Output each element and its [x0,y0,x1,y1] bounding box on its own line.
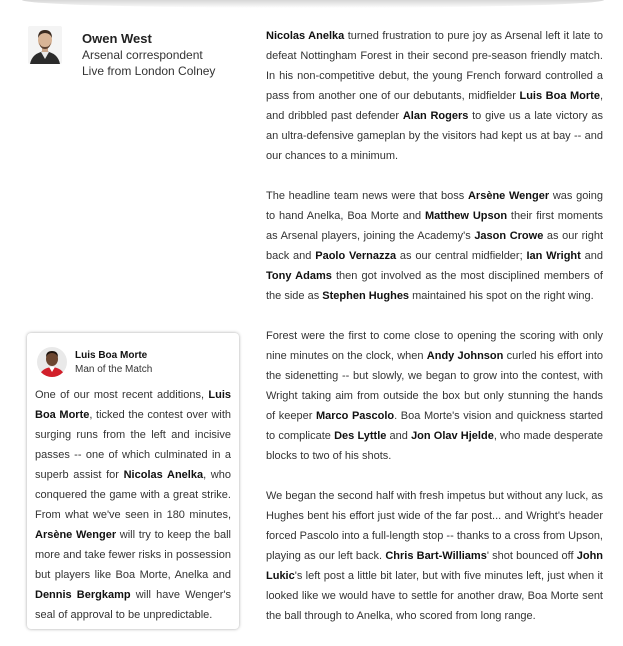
motm-label: Man of the Match [75,364,153,375]
man-of-the-match-card [27,333,239,629]
text-run: , who made desperate blocks to two of his shots. [266,430,603,462]
bold-name: Marco Pascolo [315,410,395,422]
bold-name: Alan Rogers [402,110,469,122]
text-run: , and dribbled past defender [266,90,603,122]
bold-name: Andy Johnson [426,350,504,362]
article-body [266,26,603,646]
bold-name: Tony Adams [266,270,332,282]
text-run: turned frustration to pure joy as Arsenal left it late to defeat Nottingham Forest in their second pre-season friendly match. In his non-competitive debut, the young French forward controlled a pass from another one of our debutants, midfielder [266,30,603,102]
text-run: 's left post a little bit later, but with five minutes left, just when it looked like we would have to settle for another draw, Boa Morte sent the ball through to Anelka, who scored from long range. [266,570,603,622]
author-name: Owen West [82,31,152,46]
motm-avatar [37,347,67,377]
bold-name: Jason Crowe [474,230,544,242]
article-paragraph [266,26,603,166]
text-run: will have Wenger's seal of approval to be unpredictable. [35,589,231,621]
text-run: The headline team news were that boss [266,190,468,202]
text-run: and [386,430,412,442]
text-run: as our central midfielder; [396,250,527,262]
text-run: maintained his spot on the right wing. [409,290,594,302]
text-run: as our right back and [266,230,603,262]
text-run: We began the second half with fresh impetus but without any luck, as Hughes bent his effort just wide of the far post... and Wright's header forced Pascolo into a full-length stop -- thanks to a cross from Upson, playing as our left back. [266,490,603,562]
bold-name: Stephen Hughes [322,290,410,302]
bold-name: Nicolas Anelka [266,30,345,42]
bold-name: Luis Boa Morte [35,389,231,421]
text-run: , ticked the contest over with surging runs from the left and incisive passes -- one of which culminated in a superb assist for [35,409,231,481]
article-paragraph [266,186,603,306]
author-location: Live from London Colney [82,64,216,78]
author-role: Arsenal correspondent [82,48,203,62]
article-paragraph [266,486,603,626]
text-run: their first moments as Arsenal players, joining the Academy's [266,210,604,242]
text-run: One of our most recent additions, [35,389,209,401]
motm-player-name: Luis Boa Morte [75,350,148,361]
text-run: to give us a late victory as an ultra-defensive gameplan by the visitors had kept us at bay -- and our chances to a minimum. [266,110,603,162]
bold-name: Jon Olav Hjelde [411,430,494,442]
bold-name: Des Lyttle [334,430,387,442]
bold-name: Arsène Wenger [35,529,117,541]
author-avatar [28,26,62,64]
text-run: was going to hand Anelka, Boa Morte and [266,190,603,222]
motm-header [37,347,237,379]
text-run: Forest were the first to come close to opening the scoring with only nine minutes on the clock, when [266,330,603,362]
text-run: and [580,250,603,262]
bold-name: Arsène Wenger [467,190,550,202]
motm-description [35,385,231,625]
text-run: then got involved as the most disciplined members of the side as [266,270,603,302]
article-paragraph [266,326,603,466]
text-run: , who conquered the game with a great strike. From what we've seen in 180 minutes, [35,469,231,521]
text-run: curled his effort into the sidenetting -- but slowly, we began to grow into the contest, with Wright taking aim from outside the box but only stunning the hands of keeper [266,350,604,422]
text-run: will try to keep the ball more and take fewer risks in possession but players like Boa Morte, Anelka and [35,529,231,581]
header-shadow-divider [22,0,604,8]
bold-name: Paolo Vernazza [315,250,397,262]
bold-name: Dennis Bergkamp [35,589,131,601]
bold-name: Matthew Upson [424,210,508,222]
text-run: ' shot bounced off [486,550,577,562]
bold-name: Luis Boa Morte [519,90,600,102]
bold-name: John Lukic [266,550,604,582]
bold-name: Nicolas Anelka [123,469,204,481]
text-run: . Boa Morte's vision and quickness started to complicate [266,410,604,442]
bold-name: Chris Bart-Williams [385,550,487,562]
bold-name: Ian Wright [526,250,581,262]
